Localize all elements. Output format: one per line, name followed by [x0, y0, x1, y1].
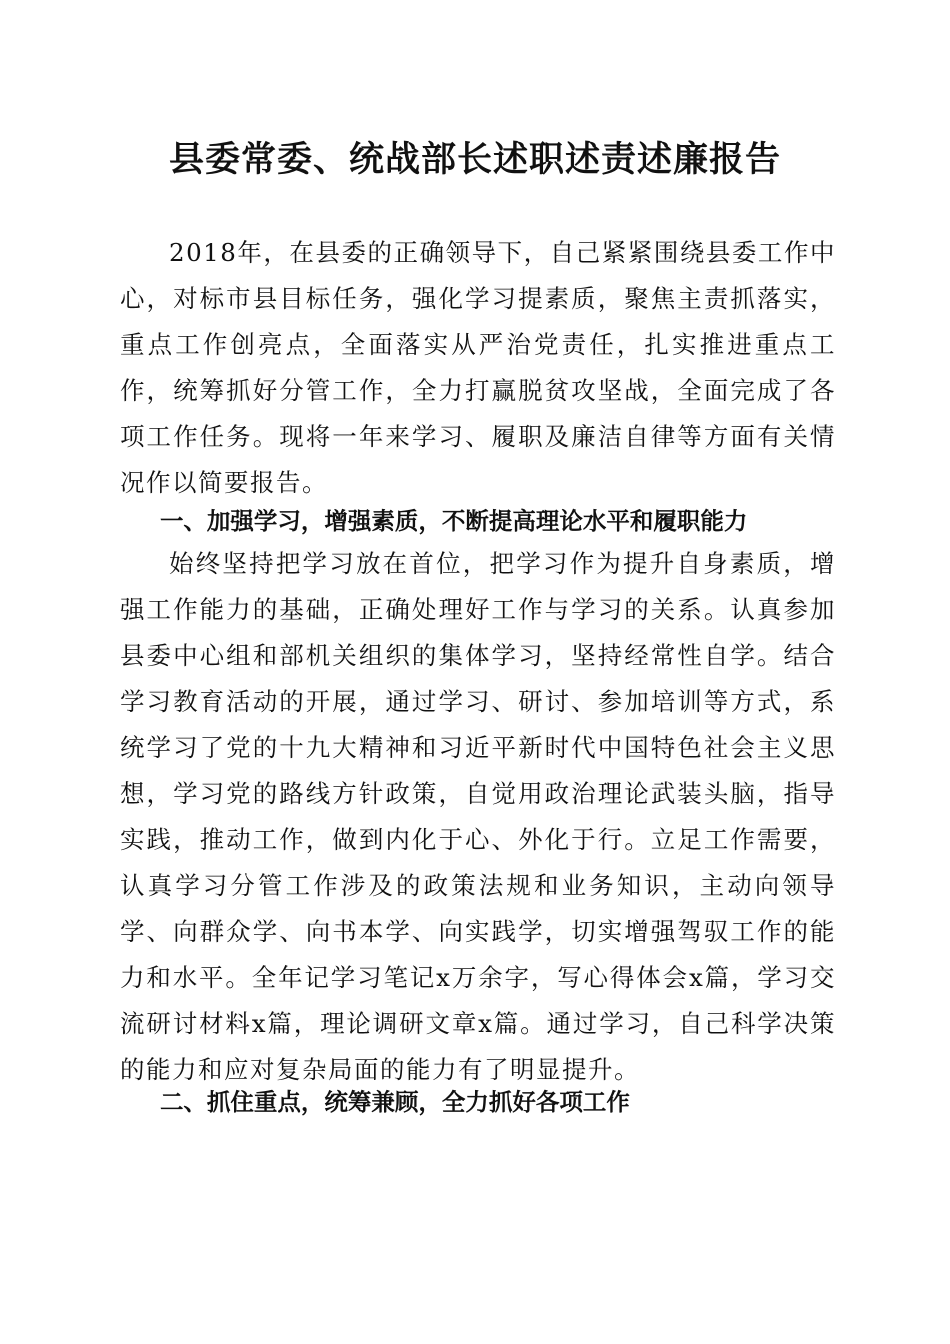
section-1-heading: 一、加强学习，增强素质，不断提高理论水平和履职能力: [159, 507, 748, 535]
document-title: 县委常委、统战部长述职述责述廉报告: [168, 139, 781, 180]
section-1-paragraph: 始终坚持把学习放在首位，把学习作为提升自身素质，增强工作能力的基础，正确处理好工作与学习的关系。认真参加县委中心组和部机关组织的集体学习，坚持经常性自学。结合学习教育活动的开展，通过学习、研讨、参加培训等方式，系统学习了党的十九大精神和习近平新时代中国特色社会主义思想，学习党的路线方针政策，自觉用政治理论武装头脑，指导实践，推动工作，做到内化于心、外化于行。立足工作需要，认真学习分管工作涉及的政策法规和业务知识，主动向领导学、向群众学、向书本学、向实践学，切实增强驾驭工作的能力和水平。全年记学习笔记x万余字，写心得体会x篇，学习交流研讨材料x篇，理论调研文章x篇。通过学习，自己科学决策的能力和应对复杂局面的能力有了明显提升。: [120, 549, 836, 1084]
intro-paragraph: 2018年，在县委的正确领导下，自己紧紧围绕县委工作中心，对标市县目标任务，强化学习提素质，聚焦主责抓落实，重点工作创亮点，全面落实从严治党责任，扎实推进重点工作，统筹抓好分管工作，全力打赢脱贫攻坚战，全面完成了各项工作任务。现将一年来学习、履职及廉洁自律等方面有关情况作以简要报告。: [120, 238, 836, 497]
section-2-heading: 二、抓住重点，统筹兼顾，全力抓好各项工作: [159, 1088, 630, 1116]
